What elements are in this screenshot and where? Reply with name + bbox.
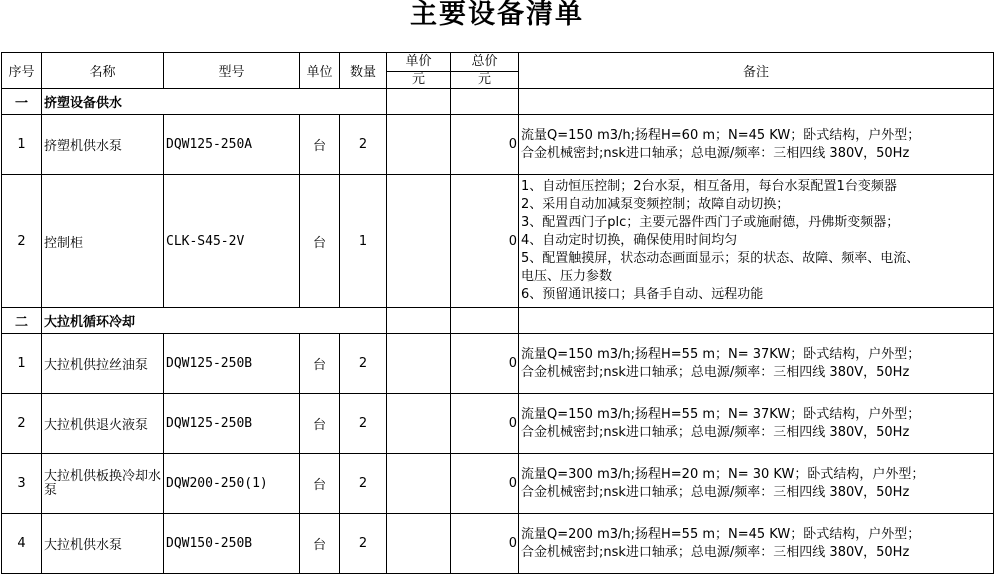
row-seq: 2: [2, 175, 42, 308]
row-total: 0: [451, 454, 519, 514]
header-unit-price-unit: 元: [387, 72, 451, 89]
section-remark-cell: [519, 308, 994, 334]
remark-line: 6、预留通讯接口；具备手自动、远程功能: [521, 287, 764, 302]
section-index: 二: [2, 308, 42, 334]
row-model: DQW125-250B: [164, 394, 300, 454]
section-row: [2, 89, 994, 115]
remark-line: 流量Q=200 m3/h;扬程H=55 m；N=45 KW；卧式结构，户外型；: [521, 526, 921, 542]
row-remark: [519, 514, 994, 574]
row-qty: 2: [340, 394, 387, 454]
section-total-cell: [451, 89, 519, 115]
row-seq: 4: [2, 514, 42, 574]
page-title: 主要设备清单: [410, 0, 584, 30]
row-total: 0: [451, 175, 519, 308]
row-total: 0: [451, 115, 519, 175]
row-qty: 2: [340, 334, 387, 394]
row-name: 大拉机供退火液泵: [42, 394, 164, 454]
table-row: [2, 115, 994, 175]
row-qty: 2: [340, 454, 387, 514]
section-total-cell: [451, 308, 519, 334]
remark-line: 合金机械密封;nsk进口轴承；总电源/频率：三相四线 380V，50Hz: [521, 364, 910, 380]
row-unit: 台: [300, 454, 340, 514]
table-row: [2, 334, 994, 394]
row-unit-price: [387, 514, 451, 574]
row-qty: 1: [340, 175, 387, 308]
row-unit-price: [387, 175, 451, 308]
row-qty: 2: [340, 514, 387, 574]
row-model: DQW150-250B: [164, 514, 300, 574]
row-remark: [519, 394, 994, 454]
section-title: 挤塑设备供水: [42, 89, 387, 115]
section-unit-price-cell: [387, 308, 451, 334]
equipment-table: [1, 52, 994, 574]
row-name: 大拉机供拉丝油泵: [42, 334, 164, 394]
table-row: [2, 514, 994, 574]
remark-line: 3、配置西门子plc；主要元器件西门子或施耐德，丹佛斯变频器；: [521, 215, 900, 230]
table-row: [2, 394, 994, 454]
remark-line: 流量Q=300 m3/h;扬程H=20 m；N= 30 KW；卧式结构，户外型；: [521, 466, 925, 482]
header-total-price-unit: 元: [451, 72, 519, 89]
row-unit-price: [387, 115, 451, 175]
row-remark: [519, 115, 994, 175]
row-model: DQW200-250(1): [164, 454, 300, 514]
row-model: DQW125-250B: [164, 334, 300, 394]
remark-line: 1、自动恒压控制；2台水泵，相互备用，每台水泵配置1台变频器: [521, 179, 897, 194]
row-total: 0: [451, 514, 519, 574]
header-name: 名称: [42, 53, 164, 89]
row-unit-price: [387, 334, 451, 394]
remark-line: 合金机械密封;nsk进口轴承；总电源/频率：三相四线 380V，50Hz: [521, 145, 910, 161]
section-title: 大拉机循环冷却: [42, 308, 387, 334]
row-total: 0: [451, 394, 519, 454]
row-unit: 台: [300, 514, 340, 574]
header-model: 型号: [164, 53, 300, 89]
table-row: [2, 454, 994, 514]
remark-line: 流量Q=150 m3/h;扬程H=55 m；N= 37KW；卧式结构，户外型；: [521, 346, 921, 362]
header-remark: 备注: [519, 53, 994, 89]
row-total: 0: [451, 334, 519, 394]
row-unit: 台: [300, 115, 340, 175]
header-unit: 单位: [300, 53, 340, 89]
row-name: 控制柜: [42, 175, 164, 308]
row-unit-price: [387, 394, 451, 454]
row-model: DQW125-250A: [164, 115, 300, 175]
remark-line: 合金机械密封;nsk进口轴承；总电源/频率：三相四线 380V，50Hz: [521, 544, 910, 560]
table-row: [2, 175, 994, 308]
row-name: 大拉机供板换冷却水泵: [42, 454, 164, 514]
row-remark: [519, 454, 994, 514]
row-name: 挤塑机供水泵: [42, 115, 164, 175]
row-seq: 3: [2, 454, 42, 514]
header-seq: 序号: [2, 53, 42, 89]
section-unit-price-cell: [387, 89, 451, 115]
row-model: CLK-S45-2V: [164, 175, 300, 308]
row-unit: 台: [300, 394, 340, 454]
header-unit-price: 单价: [387, 53, 451, 72]
header-row: [2, 53, 994, 72]
remark-line: 流量Q=150 m3/h;扬程H=60 m；N=45 KW；卧式结构，户外型；: [521, 127, 921, 143]
row-remark: [519, 175, 994, 308]
row-qty: 2: [340, 115, 387, 175]
header-total-price: 总价: [451, 53, 519, 72]
row-unit: 台: [300, 334, 340, 394]
row-unit-price: [387, 454, 451, 514]
remark-line: 合金机械密封;nsk进口轴承；总电源/频率：三相四线 380V，50Hz: [521, 424, 910, 440]
row-seq: 2: [2, 394, 42, 454]
remark-line: 流量Q=150 m3/h;扬程H=55 m；N= 37KW；卧式结构，户外型；: [521, 406, 921, 422]
row-seq: 1: [2, 115, 42, 175]
row-remark: [519, 334, 994, 394]
remark-line: 合金机械密封;nsk进口轴承；总电源/频率：三相四线 380V，50Hz: [521, 484, 910, 500]
section-index: 一: [2, 89, 42, 115]
remark-line: 5、配置触摸屏，状态动态画面显示；泵的状态、故障、频率、电流、: [521, 251, 920, 266]
row-seq: 1: [2, 334, 42, 394]
row-name: 大拉机供水泵: [42, 514, 164, 574]
remark-line: 电压、压力参数: [521, 269, 613, 284]
remark-line: 2、采用自动加减泵变频控制；故障自动切换；: [521, 197, 790, 212]
remark-line: 4、自动定时切换，确保使用时间均匀: [521, 233, 738, 248]
row-unit: 台: [300, 175, 340, 308]
section-row: [2, 308, 994, 334]
section-remark-cell: [519, 89, 994, 115]
header-qty: 数量: [340, 53, 387, 89]
